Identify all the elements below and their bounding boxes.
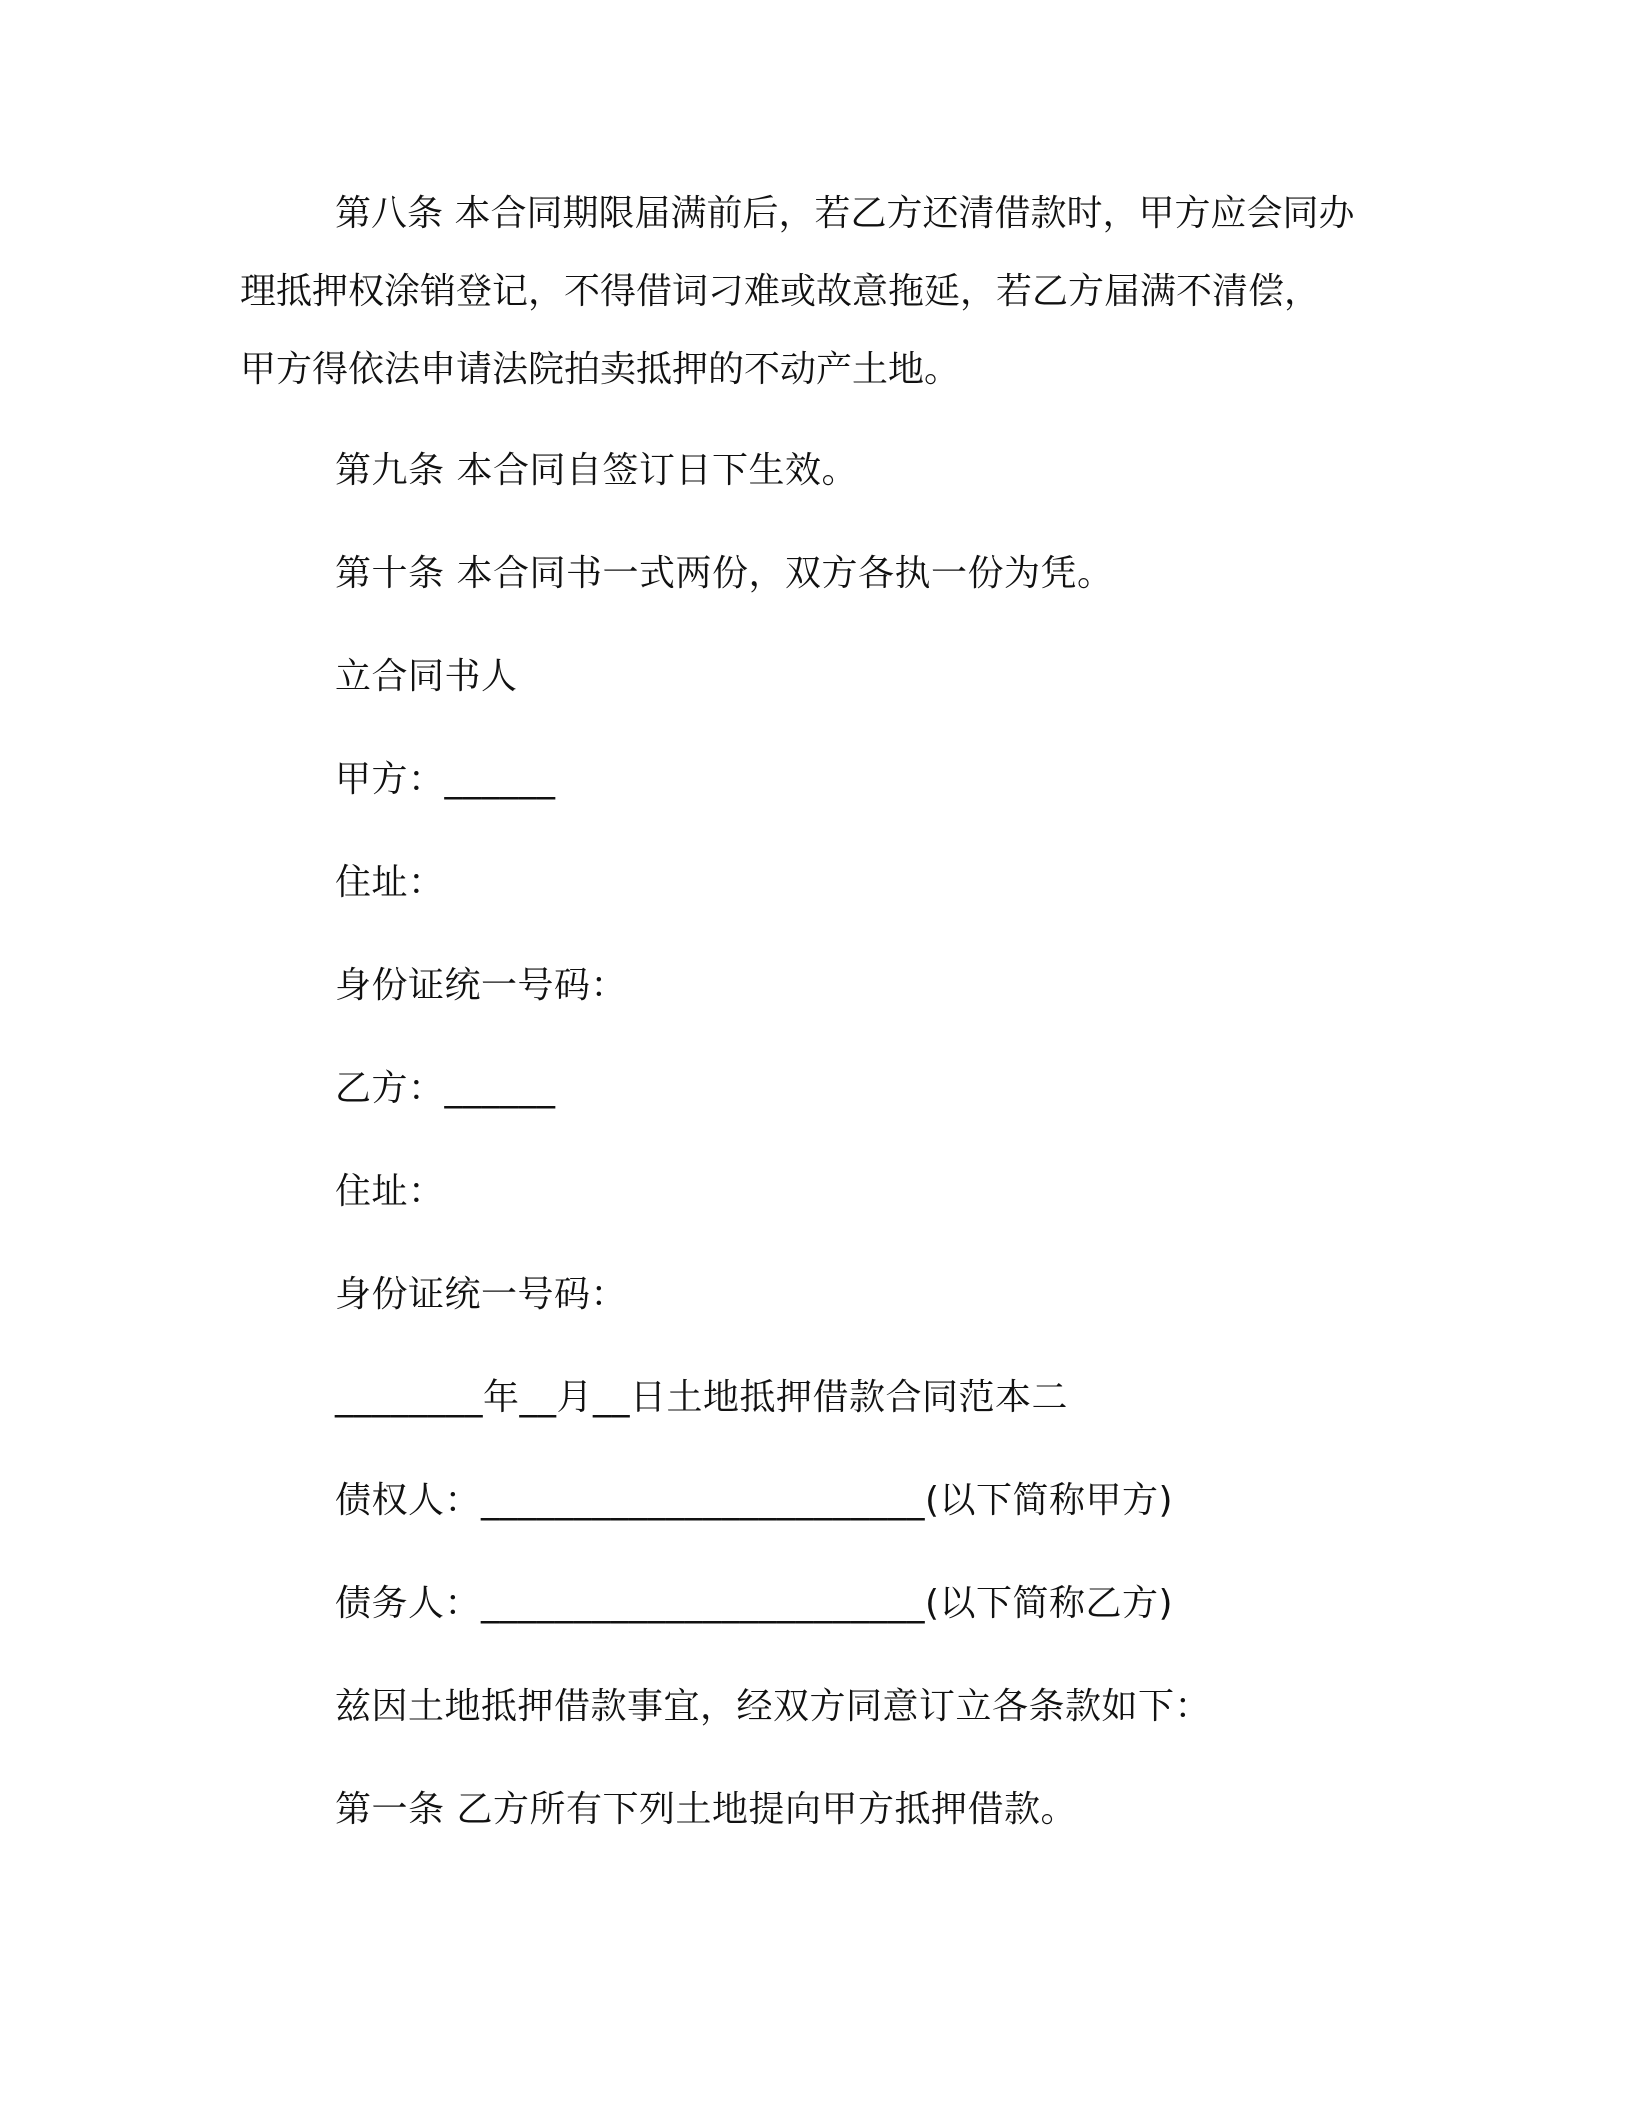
article-8-line-3: 甲方得依法申请法院拍卖抵押的不动产土地。 xyxy=(240,349,961,390)
article-8-line-2: 理抵押权涂销登记，不得借词刁难或故意拖延，若乙方届满不清偿， xyxy=(240,271,1321,312)
party-a-line: 甲方：______ xyxy=(335,759,556,800)
date-and-template-title: ________年__月__日土地抵押借款合同范本二 xyxy=(335,1377,1069,1418)
party-b-id-number: 身份证统一号码： xyxy=(335,1274,628,1315)
party-a-address: 住址： xyxy=(335,862,445,903)
article-1: 第一条 乙方所有下列土地提向甲方抵押借款。 xyxy=(335,1789,1077,1830)
article-9: 第九条 本合同自签订日下生效。 xyxy=(335,450,858,491)
signatories-heading: 立合同书人 xyxy=(335,656,518,697)
party-b-address: 住址： xyxy=(335,1171,445,1212)
article-8-line-1: 第八条 本合同期限届满前后，若乙方还清借款时，甲方应会同办 xyxy=(335,193,1355,234)
article-8 xyxy=(240,188,1380,422)
article-10: 第十条 本合同书一式两份，双方各执一份为凭。 xyxy=(335,553,1114,594)
preamble: 兹因土地抵押借款事宜，经双方同意订立各条款如下： xyxy=(335,1686,1212,1727)
party-b-line: 乙方：______ xyxy=(335,1068,556,1109)
creditor-line: 债权人：________________________(以下简称甲方) xyxy=(335,1480,1174,1521)
party-a-id-number: 身份证统一号码： xyxy=(335,965,628,1006)
debtor-line: 债务人：________________________(以下简称乙方) xyxy=(335,1583,1174,1624)
